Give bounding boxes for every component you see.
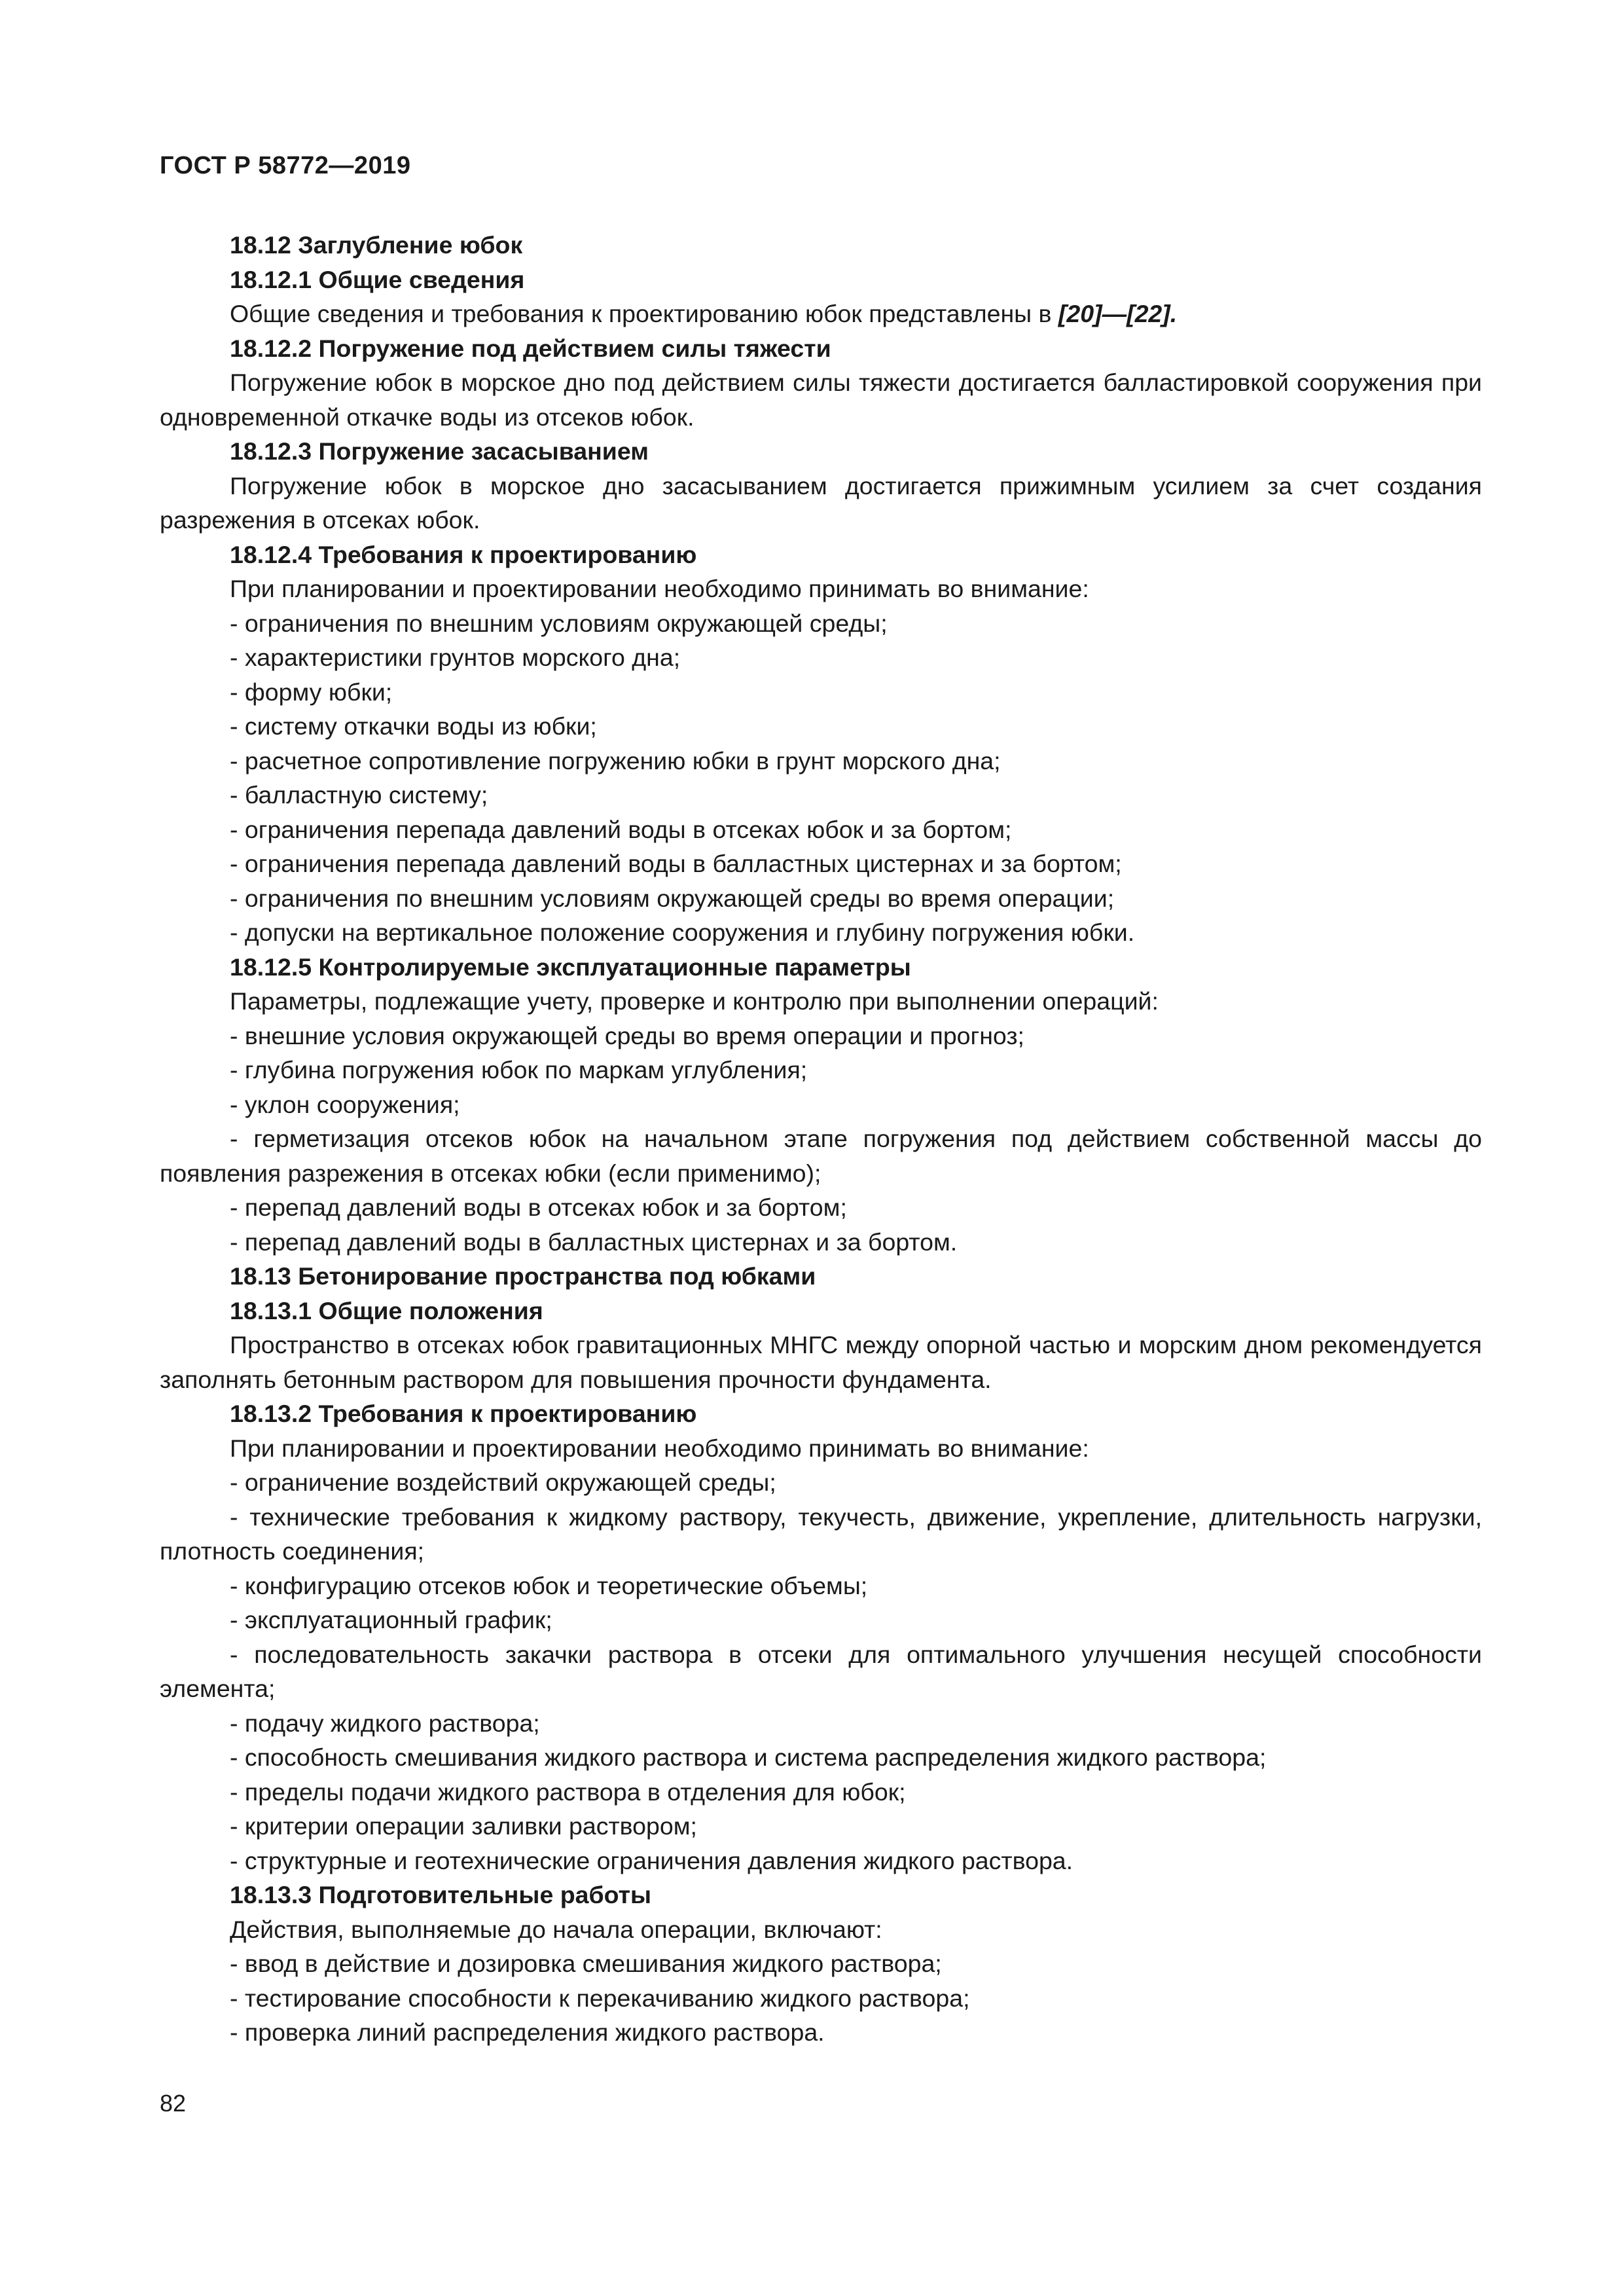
section-18-13-1-title: 18.13.1 Общие положения bbox=[230, 1296, 543, 1324]
section-18-13-2-intro: При планировании и проектировании необходимо принимать во внимание: bbox=[230, 1434, 1089, 1462]
list-item: - расчетное сопротивление погружению юбки в грунт морского дна; bbox=[230, 746, 1001, 774]
list-item: - перепад давлений воды в отсеках юбок и за бортом; bbox=[230, 1194, 847, 1221]
list-item: - ограничения по внешним условиям окружающей среды во время операции; bbox=[230, 884, 1115, 912]
section-18-13-3-title: 18.13.3 Подготовительные работы bbox=[230, 1881, 652, 1908]
section-18-12-4-title: 18.12.4 Требования к проектированию bbox=[230, 540, 697, 568]
section-18-12-5-intro: Параметры, подлежащие учету, проверке и контролю при выполнении операций: bbox=[230, 987, 1159, 1015]
section-18-12-1-text bbox=[160, 297, 1482, 331]
list-item: - технические требования к жидкому раствору, текучесть, движение, укрепление, длительность нагрузки, плотность соединения; bbox=[160, 1503, 1482, 1565]
section-18-12-title: 18.12 Заглубление юбок bbox=[230, 231, 523, 259]
section-18-12-3-text: Погружение юбок в морское дно засасыванием достигается прижимным усилием за счет создания разрежения в отсеках юбок. bbox=[160, 471, 1482, 534]
list-item: - ограничения перепада давлений воды в отсеках юбок и за бортом; bbox=[230, 815, 1012, 843]
list-item: - проверка линий распределения жидкого раствора. bbox=[230, 2018, 825, 2046]
section-18-12-5-title: 18.12.5 Контролируемые эксплуатационные параметры bbox=[230, 953, 911, 981]
list-item: - герметизация отсеков юбок на начальном этапе погружения под действием собственной массы до появления разрежения в отсеках юбки (если применимо); bbox=[160, 1125, 1482, 1187]
list-item: - внешние условия окружающей среды во время операции и прогноз; bbox=[230, 1021, 1024, 1049]
document-id-header: ГОСТ Р 58772—2019 bbox=[160, 152, 411, 179]
page-number: 82 bbox=[160, 2090, 187, 2117]
list-item: - тестирование способности к перекачиванию жидкого раствора; bbox=[230, 1984, 970, 2012]
list-item: - критерии операции заливки раствором; bbox=[230, 1812, 697, 1840]
reference-20-22: [20]—[22]. bbox=[1058, 300, 1178, 327]
list-item: - допуски на вертикальное положение сооружения и глубину погружения юбки. bbox=[230, 919, 1135, 946]
list-item: - уклон сооружения; bbox=[230, 1090, 460, 1118]
section-18-12-4-intro: При планировании и проектировании необходимо принимать во внимание: bbox=[230, 575, 1089, 602]
list-item: - перепад давлений воды в балластных цистернах и за бортом. bbox=[230, 1228, 958, 1256]
list-item: - последовательность закачки раствора в отсеки для оптимального улучшения несущей способности элемента; bbox=[160, 1640, 1482, 1702]
section-18-12-2-text: Погружение юбок в морское дно под действием силы тяжести достигается балластировкой сооружения при одновременной откачке воды из отсеков юбок. bbox=[160, 369, 1482, 431]
section-18-12-1-title: 18.12.1 Общие сведения bbox=[230, 265, 525, 293]
list-item: - пределы подачи жидкого раствора в отделения для юбок; bbox=[230, 1777, 906, 1806]
list-item: - балластную систему; bbox=[230, 781, 488, 809]
list-item: - эксплуатационный график; bbox=[230, 1606, 552, 1633]
list-item: - форму юбки; bbox=[230, 678, 393, 706]
section-18-13-2-title: 18.13.2 Требования к проектированию bbox=[230, 1400, 697, 1427]
list-item: - систему откачки воды из юбки; bbox=[230, 712, 597, 740]
list-item: - конфигурацию отсеков юбок и теоретические объемы; bbox=[230, 1571, 868, 1599]
list-item: - ограничение воздействий окружающей среды; bbox=[230, 1468, 776, 1496]
list-item: - ограничения по внешним условиям окружающей среды; bbox=[230, 609, 888, 637]
list-item: - структурные и геотехнические ограничения давления жидкого раствора. bbox=[230, 1846, 1074, 1874]
list-item: - способность смешивания жидкого раствора и система распределения жидкого раствора; bbox=[230, 1743, 1267, 1771]
section-18-12-1-body: Общие сведения и требования к проектированию юбок представлены в bbox=[230, 300, 1058, 327]
section-18-13-title: 18.13 Бетонирование пространства под юбками bbox=[230, 1262, 816, 1290]
list-item: - ограничения перепада давлений воды в балластных цистернах и за бортом; bbox=[230, 850, 1122, 877]
list-item: - ввод в действие и дозировка смешивания жидкого раствора; bbox=[230, 1950, 942, 1977]
section-18-13-3-intro: Действия, выполняемые до начала операции, включают: bbox=[230, 1915, 882, 1943]
list-item: - глубина погружения юбок по маркам углубления; bbox=[230, 1056, 808, 1084]
section-18-13-1-text: Пространство в отсеках юбок гравитационных МНГС между опорной частью и морским дном рекомендуется заполнять бетонным раствором для повышения прочности фундамента. bbox=[160, 1331, 1482, 1393]
section-18-12-2-title: 18.12.2 Погружение под действием силы тяжести bbox=[230, 334, 831, 362]
section-18-12-3-title: 18.12.3 Погружение засасыванием bbox=[230, 437, 649, 465]
list-item: - подачу жидкого раствора; bbox=[230, 1709, 540, 1737]
page-body bbox=[160, 228, 1482, 2050]
list-item: - характеристики грунтов морского дна; bbox=[230, 644, 681, 671]
